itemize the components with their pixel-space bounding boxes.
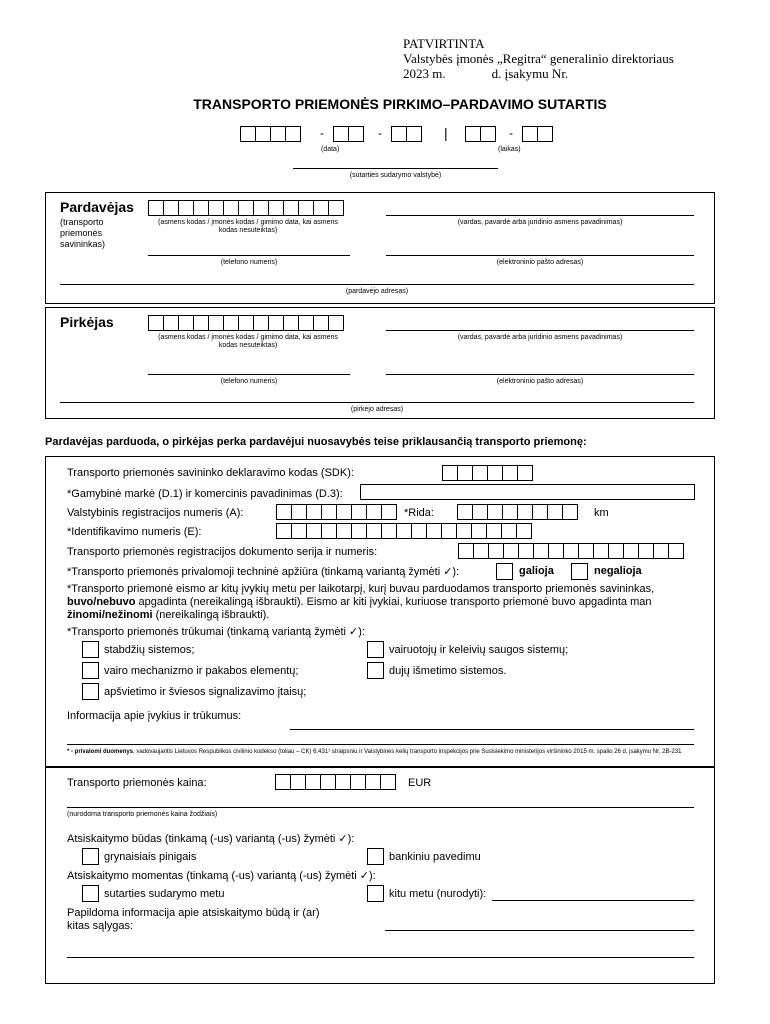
mileage-label: *Rida: [404, 507, 434, 519]
events-info-line-2[interactable] [67, 744, 694, 745]
seller-phone-line[interactable] [148, 255, 350, 256]
cash-label: grynaisiais pinigais [104, 851, 197, 863]
sdk-boxes[interactable] [442, 465, 532, 481]
defect-exhaust-label: dujų išmetimo sistemos. [389, 665, 507, 677]
other-time-line[interactable] [492, 900, 694, 901]
defect-steering-checkbox[interactable] [82, 662, 99, 679]
sdk-label: Transporto priemonės savininko deklaravimo kodas (SDK): [67, 467, 354, 479]
extra-info-line-2[interactable] [67, 957, 694, 958]
state-line[interactable] [293, 168, 498, 169]
seller-title: Pardavėjas [60, 199, 134, 215]
extra-info-label: Papildoma informacija apie atsiskaitymo būdą ir (ar) kitas sąlygas: [67, 907, 320, 932]
time-minute-boxes[interactable] [522, 126, 552, 142]
buyer-name-line[interactable] [386, 330, 694, 331]
date-day-boxes[interactable] [391, 126, 421, 142]
buyer-email-line[interactable] [386, 374, 694, 375]
price-label: Transporto priemonės kaina: [67, 777, 207, 789]
defect-safety-checkbox[interactable] [367, 641, 384, 658]
date-time-separator: | [444, 125, 448, 141]
make-field[interactable] [360, 484, 695, 500]
approval-block [403, 36, 674, 81]
extra-info-line-1[interactable] [385, 930, 694, 931]
buyer-address-line[interactable] [60, 402, 694, 403]
time-caption: (laikas) [498, 146, 521, 153]
reg-no-boxes[interactable] [276, 504, 396, 520]
payment-method-label: Atsiskaitymo būdas (tinkamą (-us) variantą (-us) žymėti ✓): [67, 833, 355, 845]
seller-address-line[interactable] [60, 284, 694, 285]
date-year-boxes[interactable] [240, 126, 300, 142]
reg-doc-boxes[interactable] [458, 543, 683, 559]
seller-code-boxes[interactable] [148, 200, 343, 216]
vin-boxes[interactable] [276, 523, 531, 539]
date-month-boxes[interactable] [333, 126, 363, 142]
buyer-address-caption: (pirkėjo adresas) [350, 406, 404, 413]
buyer-code-caption: (asmens kodas / įmonės kodas / gimimo data, kai asmens kodas nesuteiktas) [158, 334, 338, 349]
inspection-valid-checkbox[interactable] [496, 563, 513, 580]
buyer-email-caption: (elektroninio pašto adresas) [496, 378, 584, 385]
at-signing-label: sutarties sudarymo metu [104, 888, 225, 900]
inspection-valid-label: galioja [519, 565, 554, 577]
events-info-label: Informacija apie įvykius ir trūkumus: [67, 710, 242, 722]
mileage-boxes[interactable] [457, 504, 577, 520]
bank-transfer-checkbox[interactable] [367, 848, 384, 865]
price-boxes[interactable] [275, 774, 395, 790]
approval-line-2: Valstybės įmonės „Regitra“ generalinio direktoriaus [403, 51, 674, 66]
other-time-label: kitu metu (nurodyti): [389, 888, 487, 900]
defect-exhaust-checkbox[interactable] [367, 662, 384, 679]
reg-no-label: Valstybinis registracijos numeris (A): [67, 507, 244, 519]
defect-steering-label: vairo mechanizmo ir pakabos elementų; [104, 665, 299, 677]
reg-doc-label: Transporto priemonės registracijos dokumento serija ir numeris: [67, 546, 378, 558]
inspection-invalid-checkbox[interactable] [571, 563, 588, 580]
time-hour-boxes[interactable] [465, 126, 495, 142]
mandatory-footnote: * - privalomi duomenys, vadovaujantis Lietuvos Respublikos civilinio kodekso (toliau – CK) 6.431¹ straipsniu ir Valstybinės kelių transporto inspekcijos prie Susisiekimo ministerijos viršininko 2015 m. spalio 26 d. įsakymu Nr. 2B-231 [67, 749, 682, 755]
time-dash: - [509, 126, 513, 140]
bank-transfer-label: bankiniu pavedimu [389, 851, 481, 863]
defect-lights-label: apšvietimo ir šviesos signalizavimo įtaisų; [104, 686, 307, 698]
seller-phone-caption: (telefono numeris) [220, 259, 278, 266]
at-signing-checkbox[interactable] [82, 885, 99, 902]
inspection-label: *Transporto priemonės privalomoji techninė apžiūra (tinkamą variantą žymėti ✓): [67, 566, 460, 578]
currency-label: EUR [408, 777, 432, 789]
other-time-checkbox[interactable] [367, 885, 384, 902]
date-dash: - [320, 126, 324, 140]
defect-lights-checkbox[interactable] [82, 683, 99, 700]
approval-line-1: PATVIRTINTA [403, 36, 485, 51]
price-words-caption: (nurodoma transporto priemonės kaina žodžiais) [67, 811, 218, 818]
make-label: *Gamybinė markė (D.1) ir komercinis pavadinimas (D.3): [67, 488, 343, 500]
defect-brakes-label: stabdžių sistemos; [104, 644, 195, 656]
seller-email-line[interactable] [386, 255, 694, 256]
date-caption: (data) [321, 146, 340, 153]
seller-subtitle: (transporto priemonės savininkas) [60, 217, 106, 249]
km-unit: km [594, 507, 609, 519]
damage-statement: *Transporto priemonė eismo ar kitų įvykių metu per laikotarpį, kurį buvau parduodamos transporto priemonės savininkas, buvo/nebuvo apgadinta (nereikalingą išbraukti). Eismo ar kiti įvykiai, kuriuose transporto priemonė buvo apgadinta man žinomi/nežinomi (nereikalingą išbraukti). [67, 583, 655, 621]
cash-checkbox[interactable] [82, 848, 99, 865]
events-info-line-1[interactable] [290, 729, 694, 730]
payment-moment-label: Atsiskaitymo momentas (tinkamą (-us) variantą (-us) žymėti ✓): [67, 870, 376, 882]
seller-address-caption: (pardavėjo adresas) [345, 288, 409, 295]
buyer-name-caption: (vardas, pavardė arba juridinio asmens pavadinimas) [457, 334, 623, 341]
sale-statement: Pardavėjas parduoda, o pirkėjas perka pardavėjui nuosavybės teise priklausančią transporto priemonę: [45, 436, 587, 448]
vin-label: *Identifikavimo numeris (E): [67, 526, 202, 538]
buyer-phone-caption: (telefono numeris) [220, 378, 278, 385]
buyer-phone-line[interactable] [148, 374, 350, 375]
date-dash-2: - [378, 126, 382, 140]
inspection-invalid-label: negalioja [594, 565, 642, 577]
seller-name-caption: (vardas, pavardė arba juridinio asmens pavadinimas) [457, 219, 623, 226]
defects-label: *Transporto priemonės trūkumai (tinkamą variantą žymėti ✓): [67, 626, 365, 638]
page-title: TRANSPORTO PRIEMONĖS PIRKIMO–PARDAVIMO SUTARTIS [193, 96, 607, 112]
state-caption: (sutarties sudarymo valstybė) [349, 172, 442, 179]
defect-brakes-checkbox[interactable] [82, 641, 99, 658]
approval-line-3: 2023 m. d. įsakymu Nr. [403, 66, 569, 81]
seller-code-caption: (asmens kodas / įmonės kodas / gimimo data, kai asmens kodas nesuteiktas) [158, 219, 338, 234]
defect-safety-label: vairuotojų ir keleivių saugos sistemų; [389, 644, 569, 656]
seller-email-caption: (elektroninio pašto adresas) [496, 259, 584, 266]
buyer-code-boxes[interactable] [148, 315, 343, 331]
seller-name-line[interactable] [386, 215, 694, 216]
buyer-title: Pirkėjas [60, 314, 114, 330]
price-words-line[interactable] [67, 807, 694, 808]
